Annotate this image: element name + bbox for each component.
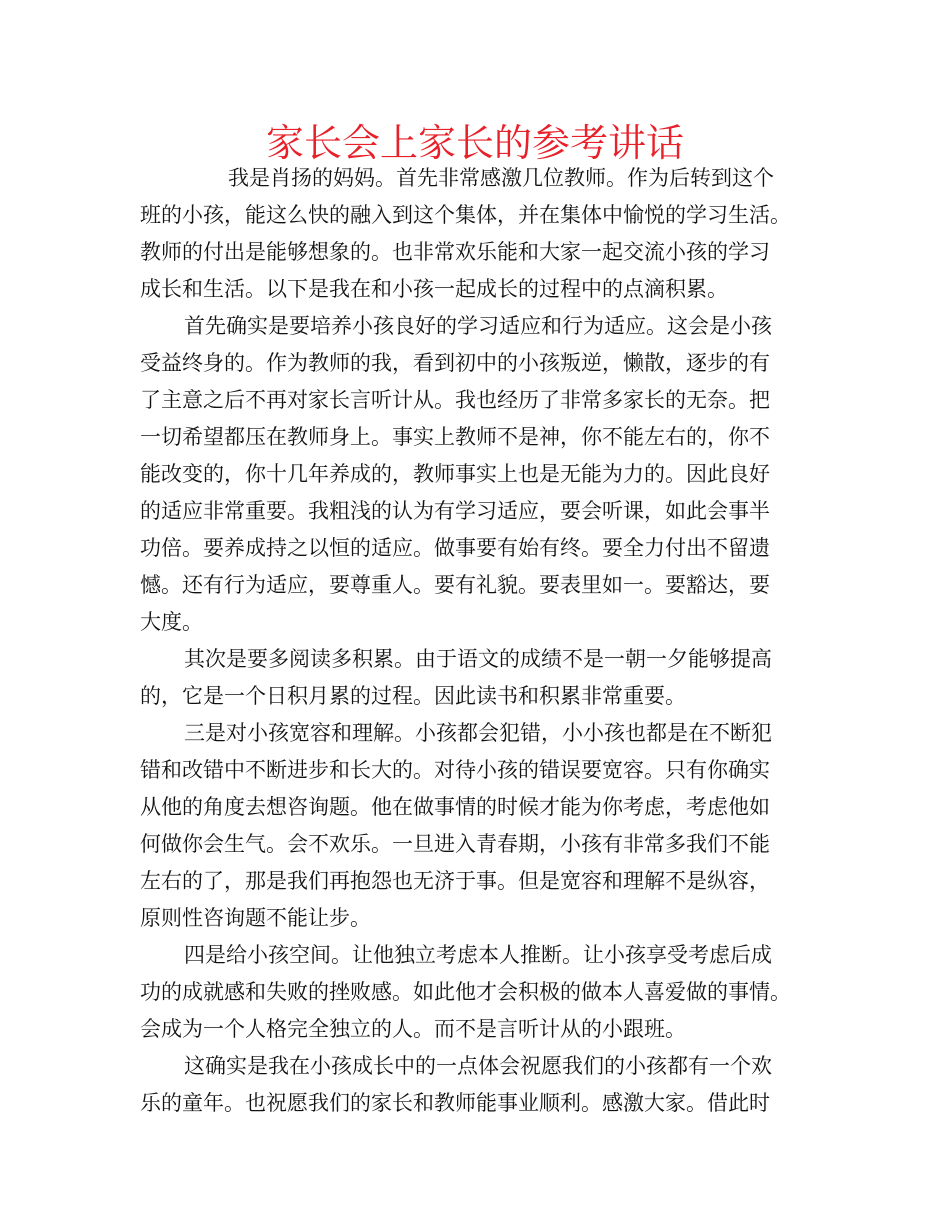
text-line: 教师的付出是能够想象的。也非常欢乐能和大家一起交流小孩的学习 bbox=[140, 240, 770, 264]
text-line: 这确实是我在小孩成长中的一点体会祝愿我们的小孩都有一个欢 bbox=[184, 1054, 772, 1078]
document-body bbox=[140, 160, 820, 1122]
text-line: 我是肖扬的妈妈。首先非常感激几位教师。作为后转到这个 bbox=[228, 166, 774, 190]
text-line: 的适应非常重要。我粗浅的认为有学习适应，要会听课，如此会事半 bbox=[140, 499, 770, 523]
text-line: 从他的角度去想咨询题。他在做事情的时候才能为你考虑，考虑他如 bbox=[140, 795, 770, 819]
text-line: 成长和生活。以下是我在和小孩一起成长的过程中的点滴积累。 bbox=[140, 277, 728, 301]
text-line: 受益终身的。作为教师的我，看到初中的小孩叛逆，懒散，逐步的有 bbox=[140, 351, 770, 375]
text-line: 了主意之后不再对家长言听计从。我也经历了非常多家长的无奈。把 bbox=[140, 388, 770, 412]
text-line: 会成为一个人格完全独立的人。而不是言听计从的小跟班。 bbox=[140, 1017, 686, 1041]
text-line: 其次是要多阅读多积累。由于语文的成绩不是一朝一夕能够提高 bbox=[184, 647, 772, 671]
text-line: 错和改错中不断进步和长大的。对待小孩的错误要宽容。只有你确实 bbox=[140, 758, 770, 782]
text-line: 原则性咨询题不能让步。 bbox=[140, 906, 371, 930]
text-line: 大度。 bbox=[140, 610, 203, 634]
text-line: 憾。还有行为适应，要尊重人。要有礼貌。要表里如一。要豁达，要 bbox=[140, 573, 770, 597]
text-line: 班的小孩，能这么快的融入到这个集体，并在集体中愉悦的学习生活。 bbox=[140, 203, 791, 227]
text-line: 能改变的，你十几年养成的，教师事实上也是无能为力的。因此良好 bbox=[140, 462, 770, 486]
text-line: 的，它是一个日积月累的过程。因此读书和积累非常重要。 bbox=[140, 684, 686, 708]
text-line: 左右的了，那是我们再抱怨也无济于事。但是宽容和理解不是纵容， bbox=[140, 869, 770, 893]
document-title: 家长会上家长的参考讲话 bbox=[265, 121, 684, 165]
text-line: 三是对小孩宽容和理解。小孩都会犯错，小小孩也都是在不断犯 bbox=[184, 721, 772, 745]
text-line: 四是给小孩空间。让他独立考虑本人推断。让小孩享受考虑后成 bbox=[184, 943, 772, 967]
text-line: 功的成就感和失败的挫败感。如此他才会积极的做本人喜爱做的事情。 bbox=[140, 980, 791, 1004]
text-line: 何做你会生气。会不欢乐。一旦进入青春期，小孩有非常多我们不能 bbox=[140, 832, 770, 856]
text-line: 功倍。要养成持之以恒的适应。做事要有始有终。要全力付出不留遗 bbox=[140, 536, 770, 560]
text-line: 一切希望都压在教师身上。事实上教师不是神，你不能左右的，你不 bbox=[140, 425, 770, 449]
text-line: 乐的童年。也祝愿我们的家长和教师能事业顺利。感激大家。借此时 bbox=[140, 1091, 770, 1115]
text-line: 首先确实是要培养小孩良好的学习适应和行为适应。这会是小孩 bbox=[184, 314, 772, 338]
